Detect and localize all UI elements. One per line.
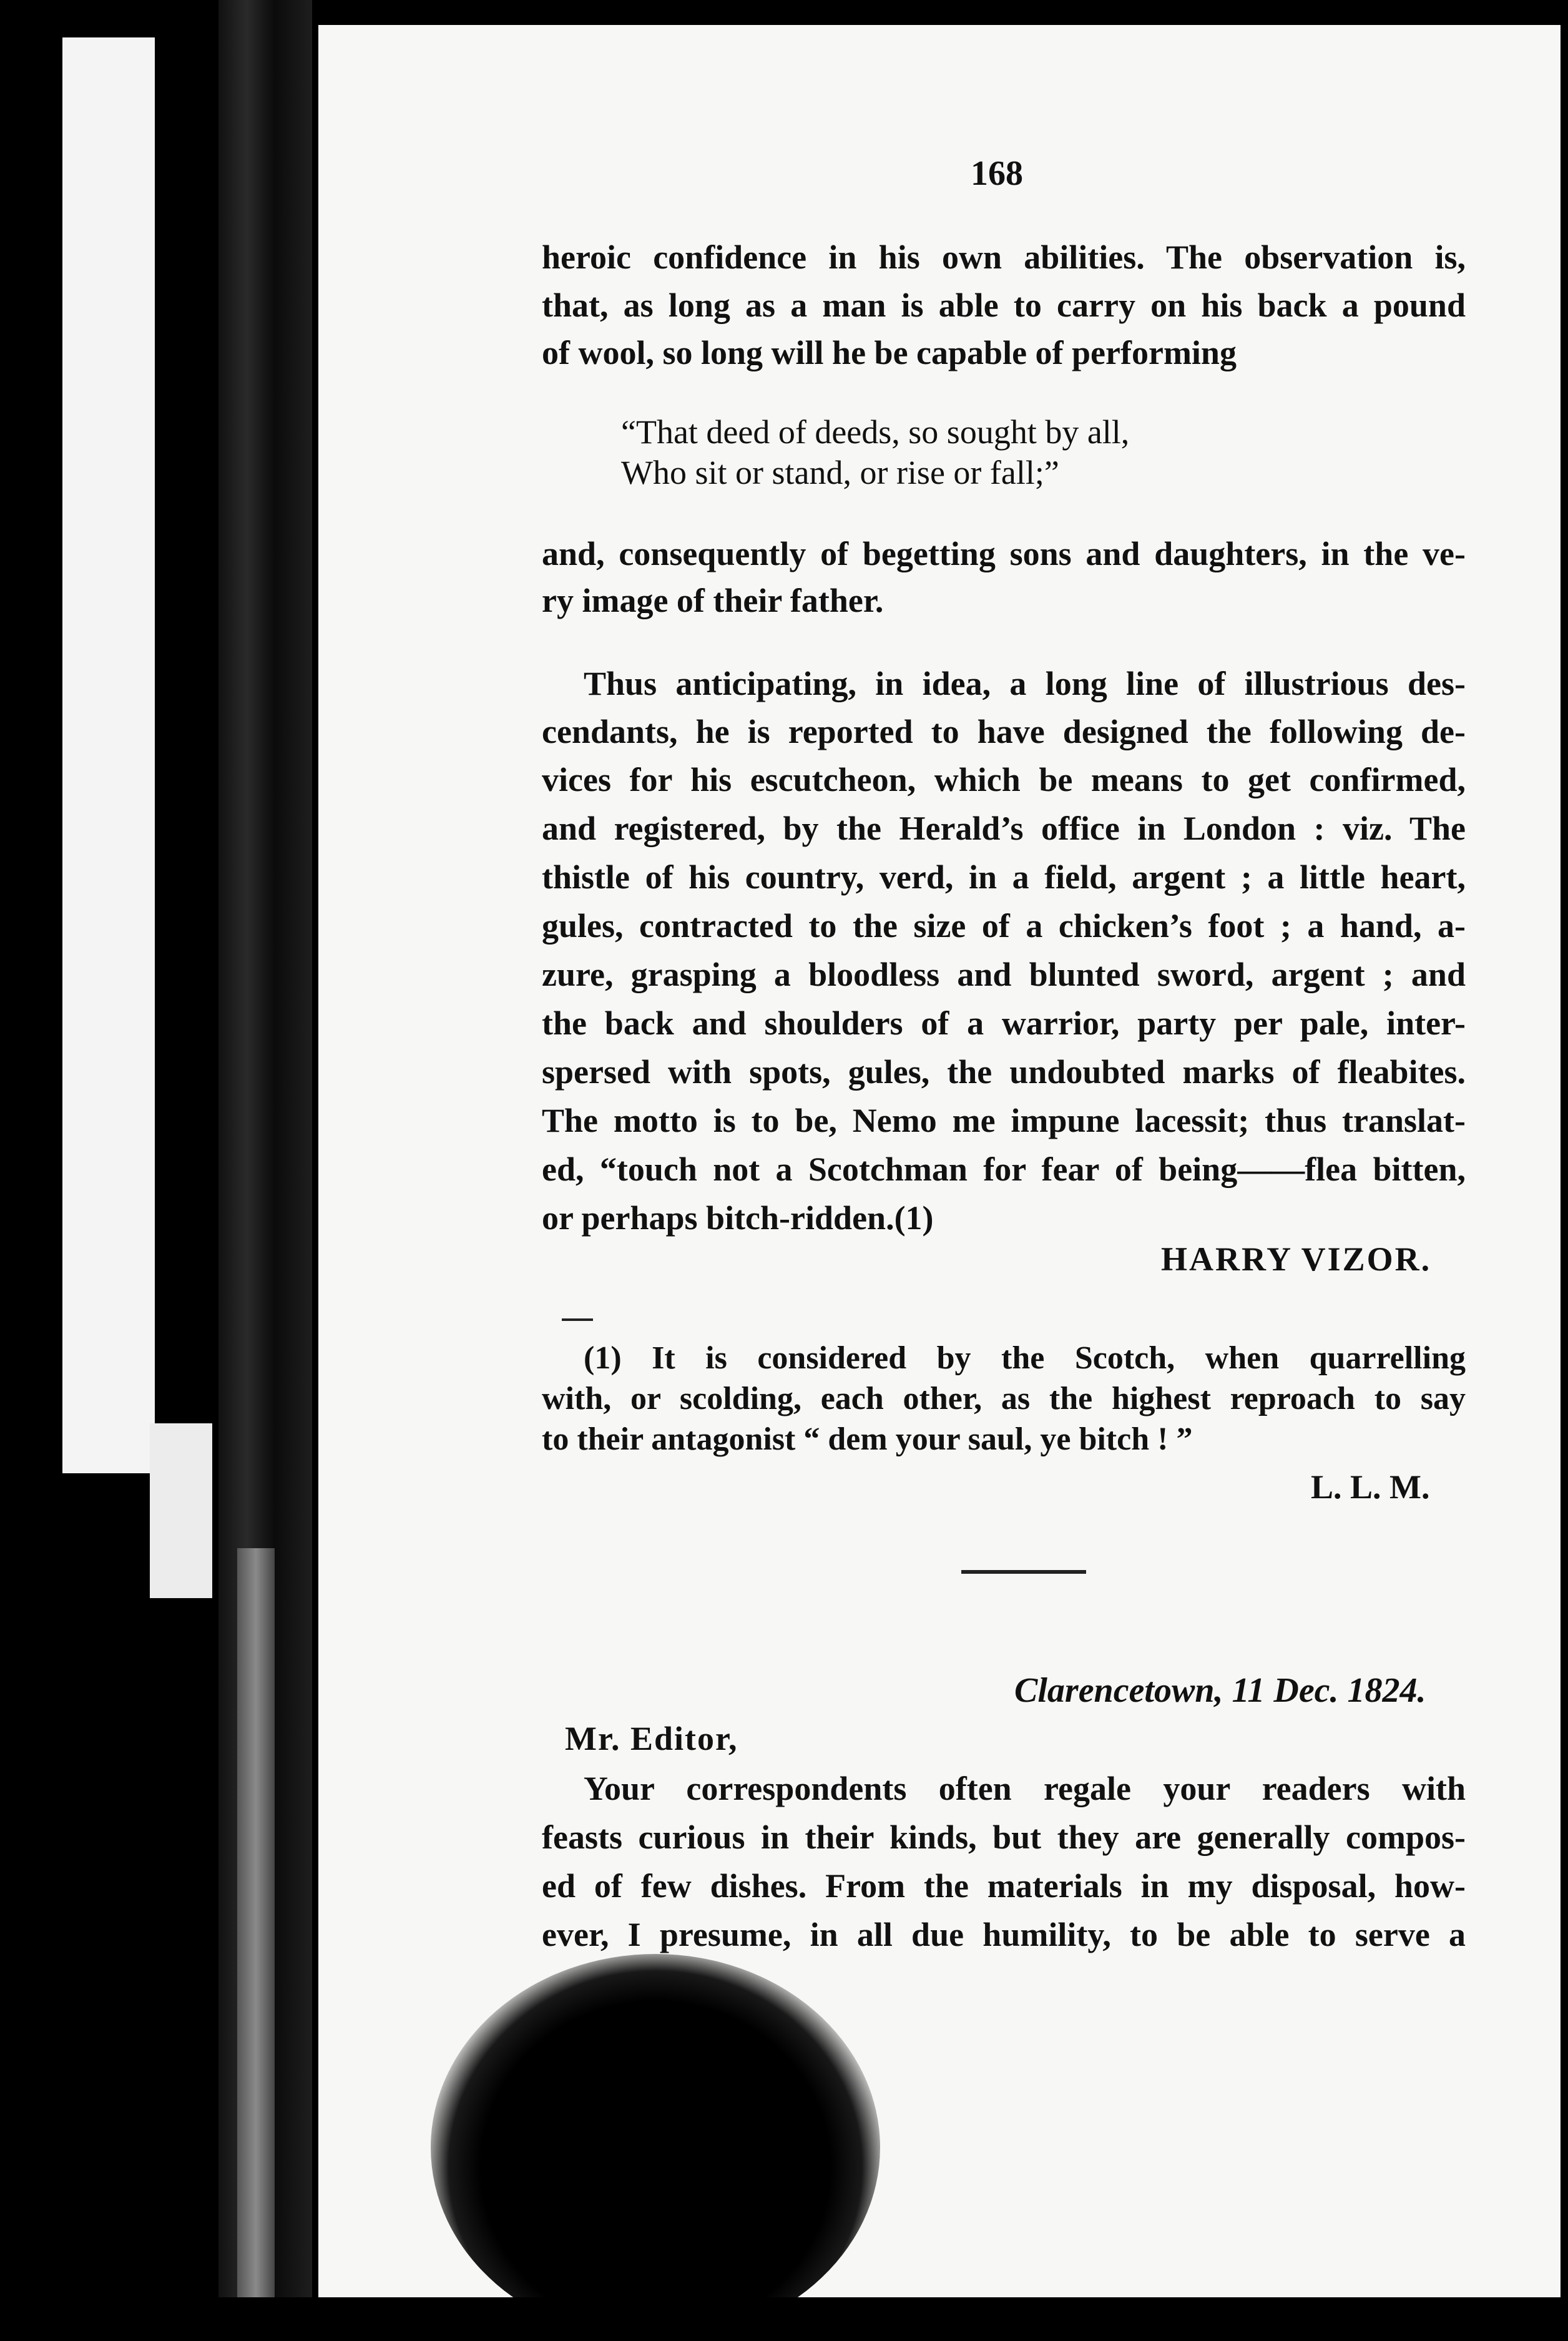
thumb-shadow bbox=[431, 1954, 880, 2341]
section-divider bbox=[961, 1570, 1086, 1574]
text-line: ed of few dishes. From the materials in my disposal, how- bbox=[542, 1867, 1466, 1905]
text-line: or perhaps bitch-ridden.(1) bbox=[542, 1199, 934, 1237]
footnote-line: (1) It is considered by the Scotch, when quarrelling bbox=[584, 1340, 1466, 1376]
text-line: and registered, by the Herald’s office in London : viz. The bbox=[542, 810, 1466, 847]
text-line: of wool, so long will he be capable of performing bbox=[542, 334, 1237, 371]
text-line: Your correspondents often regale your readers with bbox=[584, 1770, 1466, 1807]
text-line: Thus anticipating, in idea, a long line of illustrious des- bbox=[584, 665, 1466, 702]
text-line: that, as long as a man is able to carry on his back a pound bbox=[542, 287, 1466, 324]
blank-paper-slip-lower bbox=[150, 1423, 212, 1598]
salutation: Mr. Editor, bbox=[565, 1720, 738, 1757]
page-number: 168 bbox=[971, 154, 1023, 193]
text-line: and, consequently of begetting sons and daughters, in the ve- bbox=[542, 535, 1466, 572]
text-line: spersed with spots, gules, the undoubted marks of fleabites. bbox=[542, 1053, 1466, 1091]
verse-line: Who sit or stand, or rise or fall;” bbox=[621, 454, 1059, 491]
footnote-rule bbox=[562, 1318, 593, 1321]
text-line: ever, I presume, in all due humility, to be able to serve a bbox=[542, 1916, 1466, 1953]
signature-harry-vizor: HARRY VIZOR. bbox=[1161, 1240, 1432, 1278]
verse-line: “That deed of deeds, so sought by all, bbox=[621, 413, 1130, 451]
text-line: feasts curious in their kinds, but they are generally compos- bbox=[542, 1818, 1466, 1856]
text-line: thistle of his country, verd, in a field, argent ; a little heart, bbox=[542, 858, 1466, 896]
dateline: Clarencetown, 11 Dec. 1824. bbox=[1014, 1671, 1426, 1710]
text-line: zure, grasping a bloodless and blunted sword, argent ; and bbox=[542, 956, 1466, 993]
text-line: vices for his escutcheon, which be means to get confirmed, bbox=[542, 761, 1466, 798]
text-line: cendants, he is reported to have designed the following de- bbox=[542, 713, 1466, 750]
footnote-line: to their antagonist “ dem your saul, ye bitch ! ” bbox=[542, 1421, 1193, 1457]
text-line: gules, contracted to the size of a chicken’s foot ; a hand, a- bbox=[542, 907, 1466, 945]
text-line: The motto is to be, Nemo me impune lacessit; thus translat- bbox=[542, 1102, 1466, 1139]
text-line: ry image of their father. bbox=[542, 582, 884, 619]
footnote-line: with, or scolding, each other, as the highest reproach to say bbox=[542, 1381, 1466, 1416]
gutter-highlight bbox=[237, 1548, 275, 2297]
text-line: the back and shoulders of a warrior, party per pale, inter- bbox=[542, 1004, 1466, 1042]
text-line: ed, “touch not a Scotchman for fear of being——flea bitten, bbox=[542, 1151, 1466, 1188]
text-line: heroic confidence in his own abilities. The observation is, bbox=[542, 238, 1466, 276]
signature-llm: L. L. M. bbox=[1311, 1468, 1430, 1506]
blank-paper-slip bbox=[62, 37, 155, 1473]
